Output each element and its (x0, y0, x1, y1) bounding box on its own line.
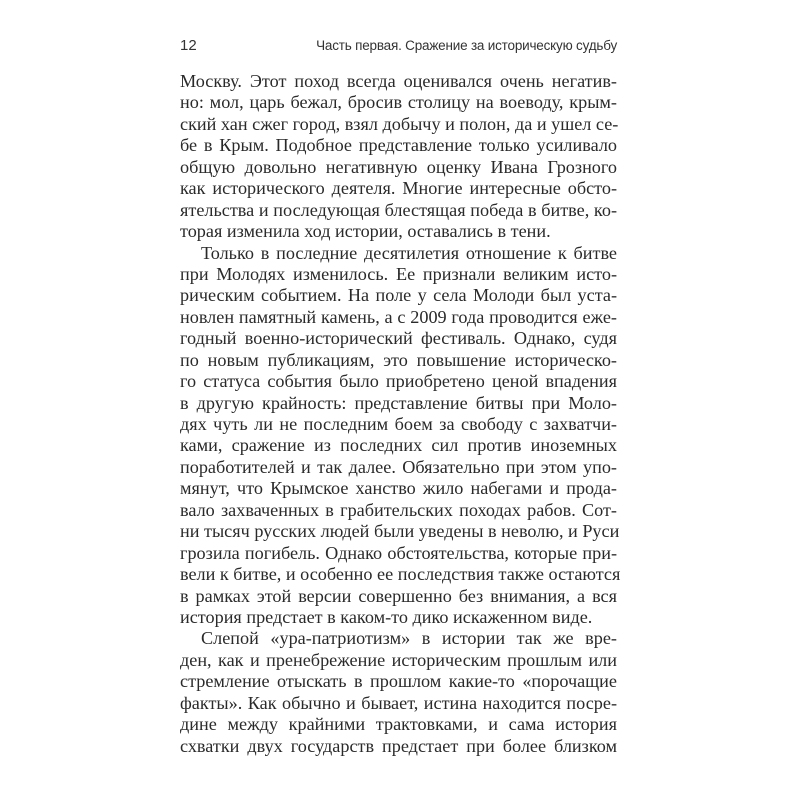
text-line: ятельства и последующая блестящая победа в битве, ко- (180, 199, 617, 220)
text-line: грозила погибель. Однако обстоятельства, которые при- (180, 542, 617, 563)
text-line: ден, как и пренебрежение историческим прошлым или (180, 649, 617, 670)
text-line: го статуса события было приобретено ценой впадения (180, 371, 617, 392)
text-line: годный военно-исторический фестиваль. Однако, судя (180, 328, 617, 349)
page-header (180, 37, 617, 57)
text-line: как исторического деятеля. Многие интересные обсто- (180, 178, 617, 199)
paragraph (180, 628, 617, 757)
text-line: новлен памятный камень, а с 2009 года проводится еже- (180, 306, 617, 327)
text-line: по новым публикациям, это повышение историческо- (180, 349, 617, 370)
text-line: дях чуть ли не последним боем за свободу с захватчи- (180, 414, 617, 434)
text-line: Слепой «ура-патриотизм» в истории так же вре- (201, 628, 617, 649)
text-line: при Молодях изменилось. Ее признали великим исто- (180, 263, 617, 284)
text-line: история предстает в каком-то дико искаженном виде. (180, 606, 593, 627)
text-line: вало захваченных в грабительских походах рабов. Сот- (180, 499, 617, 520)
text-line: в рамках этой версии совершенно без внимания, а вся (180, 585, 617, 606)
text-line: Только в последние десятилетия отношение к битве (201, 242, 617, 263)
text-line: рическим событием. На поле у села Молоди был уста- (180, 285, 617, 306)
text-line: мянут, что Крымское ханство жило набегами и прода- (180, 478, 617, 499)
text-line: стремление отыскать в прошлом какие-то «порочащие (180, 671, 617, 692)
page-number: 12 (180, 37, 197, 54)
text-line: но: мол, царь бежал, бросив столицу на воеводу, крым- (180, 92, 617, 113)
text-line: Москву. Этот поход всегда оценивался очень негатив- (180, 71, 617, 91)
text-line: ками, сражение из последних сил против иноземных (180, 435, 617, 456)
text-line: вели к битве, и особенно ее последствия также остаются (180, 564, 621, 585)
text-line: ни тысяч русских людей были уведены в неволю, и Руси (180, 521, 620, 542)
running-title: Часть первая. Сражение за историческую судьбу (316, 38, 617, 53)
text-line: факты». Как обычно и бывает, истина находится посре- (180, 692, 617, 713)
text-line: дине между крайними трактовками, и сама история (180, 714, 617, 735)
text-line: схватки двух государств предстает при более близком (180, 735, 617, 756)
text-line: общую довольно негативную оценку Ивана Грозного (180, 156, 617, 177)
text-line: бе в Крым. Подобное представление только усиливало (180, 135, 617, 156)
text-line: ский хан сжег город, взял добычу и полон, да и ушел се- (180, 113, 619, 134)
page-body (180, 71, 621, 757)
text-line: торая изменила ход истории, оставались в тени. (180, 221, 551, 242)
paragraph (180, 242, 621, 629)
text-line: поработителей и так далее. Обязательно при этом упо- (180, 456, 617, 477)
text-line: в другую крайность: представление битвы при Моло- (180, 392, 617, 413)
paragraph (180, 71, 617, 243)
